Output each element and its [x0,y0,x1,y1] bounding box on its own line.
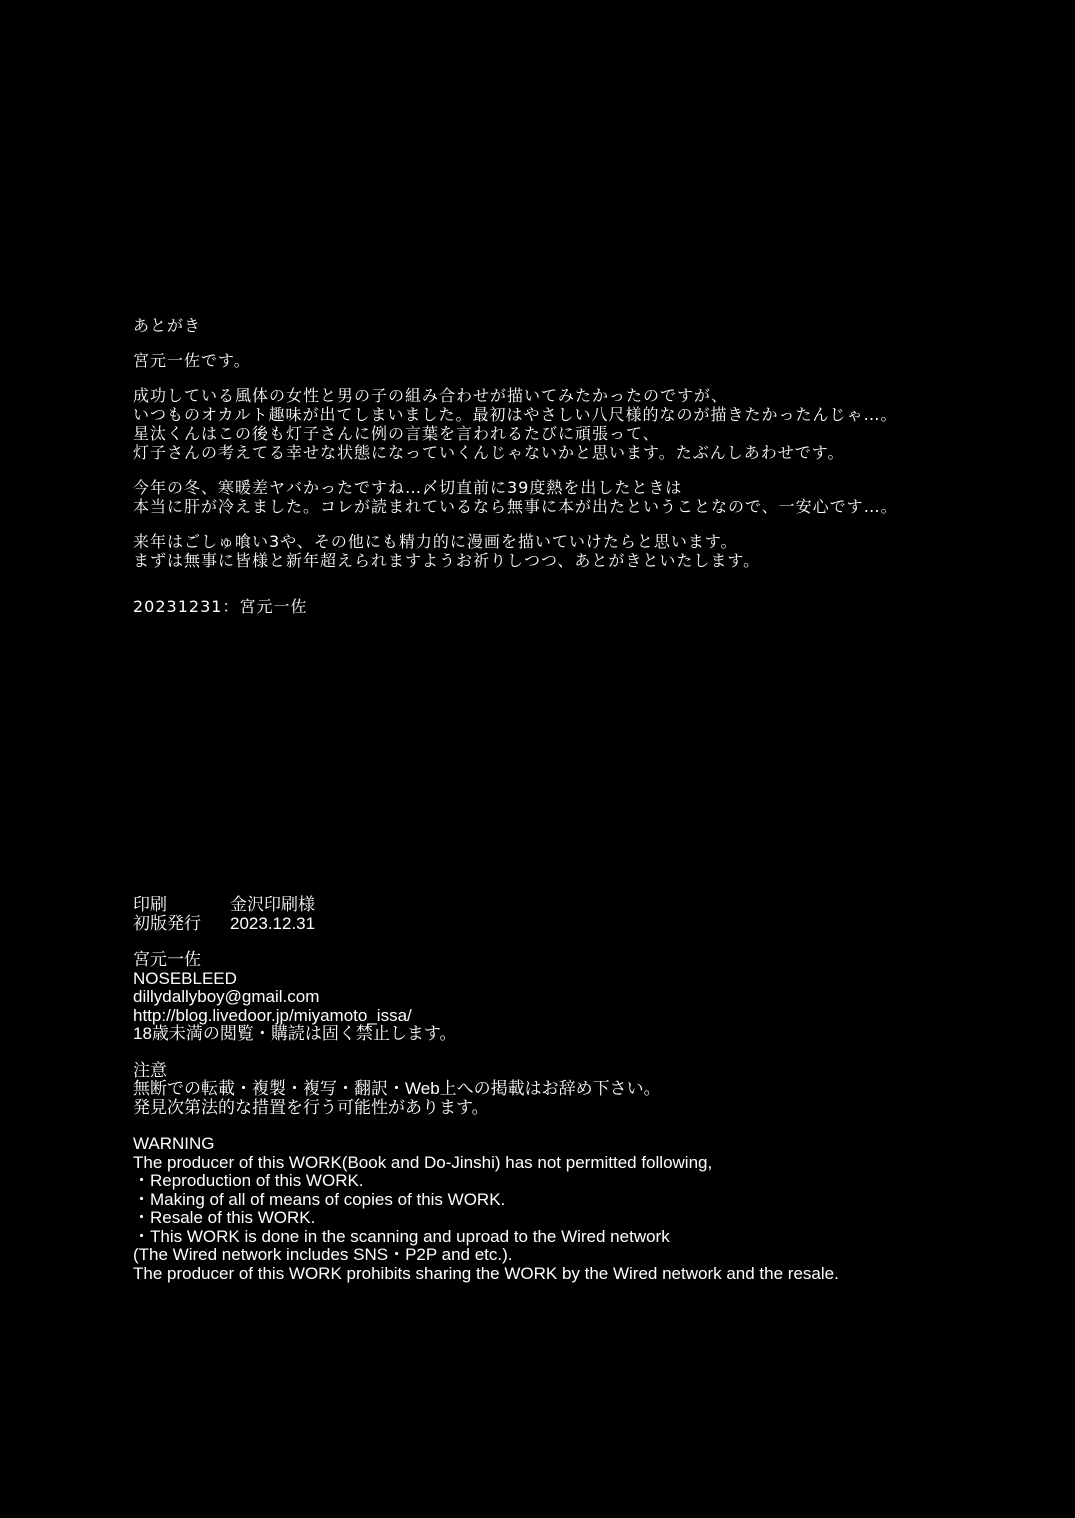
afterword-paragraph-3 [133,532,1033,570]
warning-line: ・Making of all of means of copies of this WORK. [133,1189,506,1209]
afterword-line: いつものオカルト趣味が出てしまいました。最初はやさしい八尺様的なのが描きたかったんじゃ…。 [133,405,898,424]
afterword-line: まずは無事に皆様と新年超えられますようお祈りしつつ、あとがきといたします。 [133,551,761,570]
notice-line: 発見次第法的な措置を行う可能性があります。 [133,1097,489,1117]
age-notice: 18歳未満の閲覧・購読は固く禁止します。 [133,1024,457,1043]
afterword-paragraph-1 [133,386,1033,462]
notice-line: 無断での転載・複製・複写・翻訳・Web上への掲載はお辞め下さい。 [133,1079,661,1098]
afterword-line: 星汰くんはこの後も灯子さんに例の言葉を言われるたびに頑張って、 [133,424,660,443]
first-edition-value: 2023.12.31 [230,913,316,933]
blog-url: http://blog.livedoor.jp/miyamoto_issa/ [133,1005,412,1025]
warning-title: WARNING [133,1134,215,1153]
afterword-greeting: 宮元一佐です。 [133,351,251,370]
circle-name: NOSEBLEED [133,968,237,988]
warning-line: (The Wired network includes SNS・P2P and etc.). [133,1245,513,1264]
afterword-line: 今年の冬、寒暖差ヤバかったですね…〆切直前に39度熱を出したときは [133,478,683,497]
printer-value: 金沢印刷様 [230,895,315,914]
warning-line: ・Reproduction of this WORK. [133,1171,364,1190]
first-edition-row [133,915,1033,934]
warning-line: The producer of this WORK prohibits sharing the WORK by the Wired network and the resale. [133,1263,839,1283]
printer-row [133,896,1033,915]
afterword-line: 灯子さんの考えてる幸せな状態になっていくんじゃないかと思います。たぶんしあわせです。 [133,443,845,462]
afterword-title: あとがき [133,316,202,335]
warning-line: The producer of this WORK(Book and Do-Jinshi) has not permitted following, [133,1152,713,1172]
afterword-line: 成功している風体の女性と男の子の組み合わせが描いてみたかったのですが、 [133,386,729,405]
notice-title: 注意 [133,1060,167,1080]
afterword-signature: 20231231：宮元一佐 [133,597,308,616]
afterword-section [133,316,1033,616]
printer-label: 印刷 [133,895,167,914]
warning-line: ・This WORK is done in the scanning and uproad to the Wired network [133,1226,670,1246]
afterword-line: 来年はごしゅ喰い3や、その他にも精力的に漫画を描いていけたらと思います。 [133,532,738,551]
first-edition-label: 初版発行 [133,913,201,933]
warning-line: ・Resale of this WORK. [133,1208,316,1227]
colophon-section [133,896,1033,1283]
contact-email: dillydallyboy@gmail.com [133,987,320,1006]
author-name: 宮元一佐 [133,950,201,969]
afterword-paragraph-2 [133,478,1033,516]
afterword-line: 本当に肝が冷えました。コレが読まれているなら無事に本が出たということなので、一安心です…。 [133,497,898,516]
